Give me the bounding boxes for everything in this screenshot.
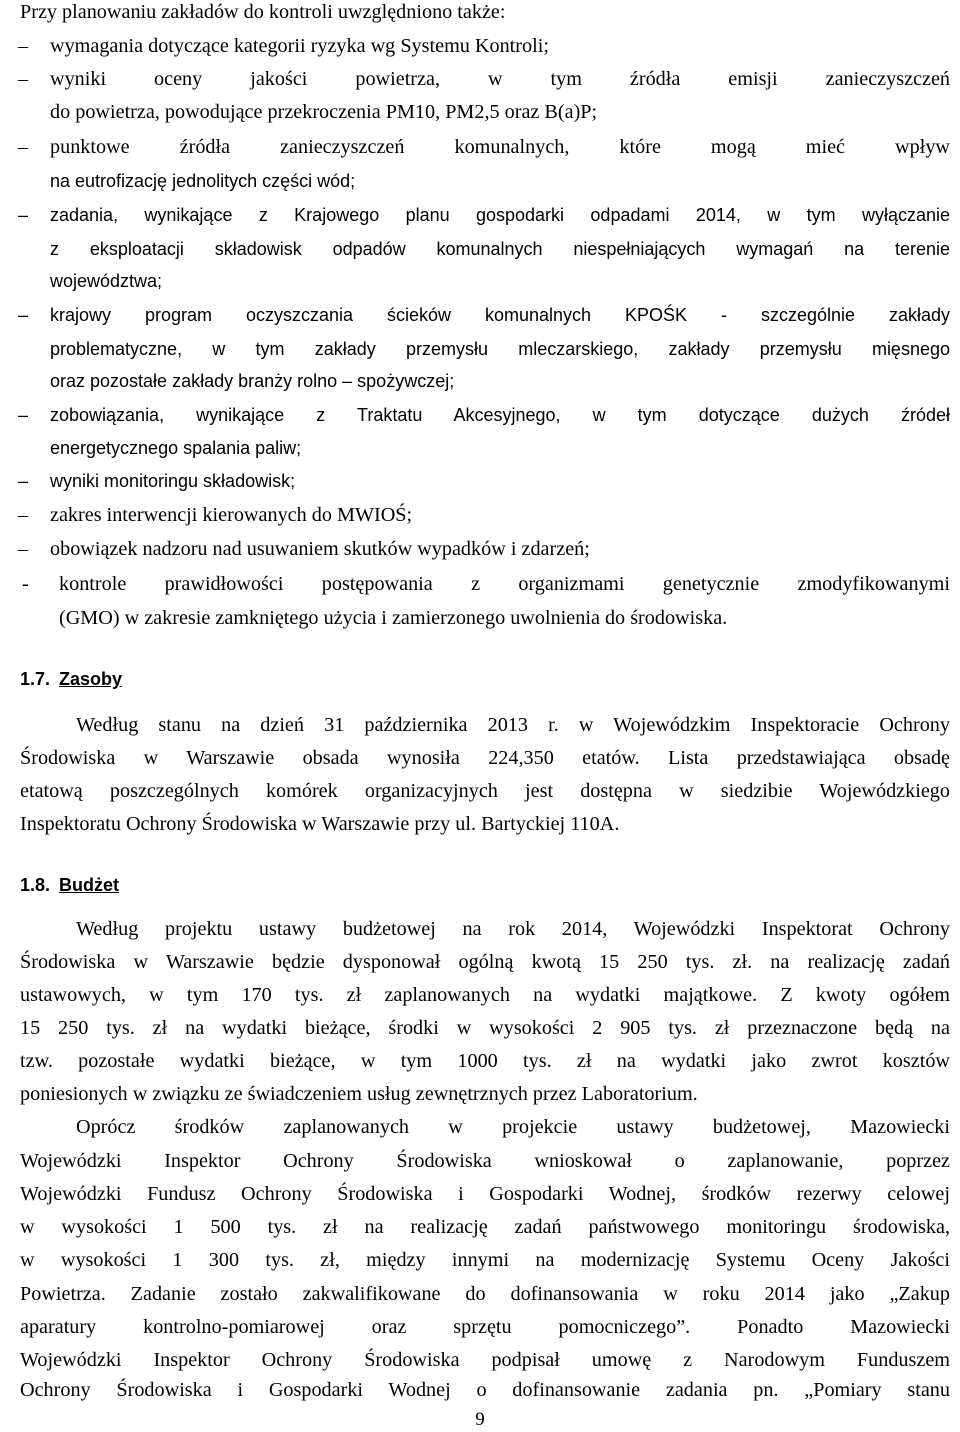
list-item-continuation (0, 164, 960, 198)
paragraph-line (0, 807, 960, 841)
paragraph-text: Wojewódzki Inspektor Ochrony Środowiska wnioskował o zaplanowanie, poprzez (20, 1150, 950, 1172)
section-title: Zasoby (59, 669, 123, 689)
list-item-text: problematyczne, w tym zakłady przemysłu mleczarskiego, zakłady przemysłu mięsnego (50, 339, 950, 359)
paragraph-text: poniesionych w związku ze świadczeniem usług zewnętrznych przez Laboratorium. (20, 1083, 698, 1105)
paragraph-text: Według stanu na dzień 31 października 2013 r. w Wojewódzkim Inspektoracie Ochrony (76, 714, 950, 736)
list-item (0, 298, 960, 332)
section-title: Budżet (59, 875, 119, 895)
list-item-text: zobowiązania, wynikające z Traktatu Akcesyjnego, w tym dotyczące dużych źródeł (50, 405, 950, 425)
list-item-continuation (0, 232, 960, 266)
list-item-continuation (0, 601, 960, 635)
list-item-text: kontrole prawidłowości postępowania z organizmami genetycznie zmodyfikowanymi (59, 573, 950, 595)
paragraph-line (0, 978, 960, 1012)
paragraph-text: Oprócz środków zaplanowanych w projekcie ustawy budżetowej, Mazowiecki (76, 1116, 950, 1138)
paragraph-text: ustawowych, w tym 170 tys. zł zaplanowanych na wydatki majątkowe. Z kwoty ogółem (20, 984, 950, 1006)
paragraph-text: Wojewódzki Inspektor Ochrony Środowiska podpisał umowę z Narodowym Funduszem (20, 1349, 950, 1371)
paragraph-text: Środowiska w Warszawie będzie dysponował ogólną kwotą 15 250 tys. zł. na realizację zadań (20, 951, 950, 973)
paragraph-text: Środowiska w Warszawie obsada wynosiła 224,350 etatów. Lista przedstawiająca obsadę (20, 747, 950, 769)
dash-bullet: – (18, 405, 29, 425)
list-item (0, 62, 960, 96)
list-item (0, 29, 960, 63)
dash-bullet: – (18, 504, 29, 526)
paragraph-line (0, 741, 960, 775)
paragraph-line (0, 708, 960, 742)
list-item-text: punktowe źródła zanieczyszczeń komunalnych, które mogą mieć wpływ (50, 136, 950, 158)
section-heading-1-7 (0, 662, 960, 696)
paragraph-text: Inspektoratu Ochrony Środowiska w Warszawie przy ul. Bartyckiej 110A. (20, 813, 620, 835)
paragraph-line (0, 1177, 960, 1211)
page-number: 9 (475, 1409, 485, 1430)
list-item-text: obowiązek nadzoru nad usuwaniem skutków wypadków i zdarzeń; (50, 538, 590, 560)
list-item (0, 567, 960, 601)
paragraph-line (0, 1110, 960, 1144)
list-item-continuation (0, 364, 960, 398)
paragraph-line (0, 1011, 960, 1045)
paragraph-line (0, 1343, 960, 1377)
intro-text: Przy planowaniu zakładów do kontroli uwzględniono także: (20, 1, 506, 23)
hyphen-bullet: - (22, 573, 29, 595)
list-item-text: (GMO) w zakresie zamkniętego użycia i zamierzonego uwolnienia do środowiska. (59, 607, 728, 629)
paragraph-text: w wysokości 1 500 tys. zł na realizację zadań państwowego monitoringu środowiska, (20, 1216, 950, 1238)
paragraph-line (0, 1210, 960, 1244)
list-item-text: do powietrza, powodujące przekroczenia PM10, PM2,5 oraz B(a)P; (50, 101, 598, 123)
paragraph-text: w wysokości 1 300 tys. zł, między innymi na modernizację Systemu Oceny Jakości (20, 1249, 950, 1271)
list-item (0, 498, 960, 532)
list-item-text: wyniki oceny jakości powietrza, w tym źródła emisji zanieczyszczeń (50, 68, 950, 90)
paragraph-text: Według projektu ustawy budżetowej na rok 2014, Wojewódzki Inspektorat Ochrony (76, 918, 950, 940)
list-item-continuation (0, 431, 960, 465)
list-item-text: zakres interwencji kierowanych do MWIOŚ; (50, 504, 413, 526)
dash-bullet: – (18, 68, 29, 90)
dash-bullet: – (18, 205, 29, 225)
list-item-text: z eksploatacji składowisk odpadów komunalnych niespełniających wymagań na terenie (50, 239, 950, 259)
list-item-text: krajowy program oczyszczania ścieków komunalnych KPOŚK - szczególnie zakłady (50, 305, 950, 325)
section-number: 1.7. (20, 669, 51, 689)
paragraph-line (0, 1277, 960, 1311)
dash-bullet: – (18, 35, 29, 57)
dash-bullet: – (18, 305, 29, 325)
paragraph-text: etatową poszczególnych komórek organizacyjnych jest dostępna w siedzibie Wojewódzkiego (20, 780, 950, 802)
section-number: 1.8. (20, 875, 51, 895)
list-item-continuation (0, 95, 960, 129)
list-item (0, 398, 960, 432)
list-item-text: na eutrofizację jednolitych części wód; (50, 171, 356, 191)
list-item (0, 532, 960, 566)
paragraph-text: Powietrza. Zadanie zostało zakwalifikowane do dofinansowania w roku 2014 jako „Zakup (20, 1283, 950, 1305)
paragraph-line (0, 1243, 960, 1277)
intro-line (0, 0, 960, 29)
paragraph-line (0, 912, 960, 946)
paragraph-line (0, 1144, 960, 1178)
list-item-text: zadania, wynikające z Krajowego planu gospodarki odpadami 2014, w tym wyłączanie (50, 205, 950, 225)
paragraph-line (0, 774, 960, 808)
list-item-continuation (0, 264, 960, 298)
list-item-text: wyniki monitoringu składowisk; (50, 471, 296, 491)
list-item-text: energetycznego spalania paliw; (50, 438, 302, 458)
list-item (0, 198, 960, 232)
paragraph-line (0, 945, 960, 979)
paragraph-line (0, 1044, 960, 1078)
dash-bullet: – (18, 136, 29, 158)
paragraph-line (0, 1077, 960, 1111)
paragraph-line (0, 1310, 960, 1344)
section-heading-1-8 (0, 868, 960, 902)
dash-bullet: – (18, 471, 29, 491)
paragraph-text: Wojewódzki Fundusz Ochrony Środowiska i Gospodarki Wodnej, środków rezerwy celowej (20, 1183, 950, 1205)
list-item-text: województwa; (50, 271, 163, 291)
dash-bullet: – (18, 538, 29, 560)
paragraph-text: tzw. pozostałe wydatki bieżące, w tym 1000 tys. zł na wydatki jako zwrot kosztów (20, 1050, 950, 1072)
list-item-continuation (0, 332, 960, 366)
paragraph-text: Ochrony Środowiska i Gospodarki Wodnej o dofinansowanie zadania pn. „Pomiary stanu (20, 1379, 950, 1401)
list-item-text: oraz pozostałe zakłady branży rolno – spożywczej; (50, 371, 455, 391)
paragraph-text: 15 250 tys. zł na wydatki bieżące, środki w wysokości 2 905 tys. zł przeznaczone będą na (20, 1017, 950, 1039)
list-item-text: wymagania dotyczące kategorii ryzyka wg Systemu Kontroli; (50, 35, 549, 57)
paragraph-text: aparatury kontrolno-pomiarowej oraz sprzętu pomocniczego”. Ponadto Mazowiecki (20, 1316, 950, 1338)
paragraph-line (0, 1373, 960, 1407)
list-item (0, 464, 960, 498)
list-item (0, 130, 960, 164)
